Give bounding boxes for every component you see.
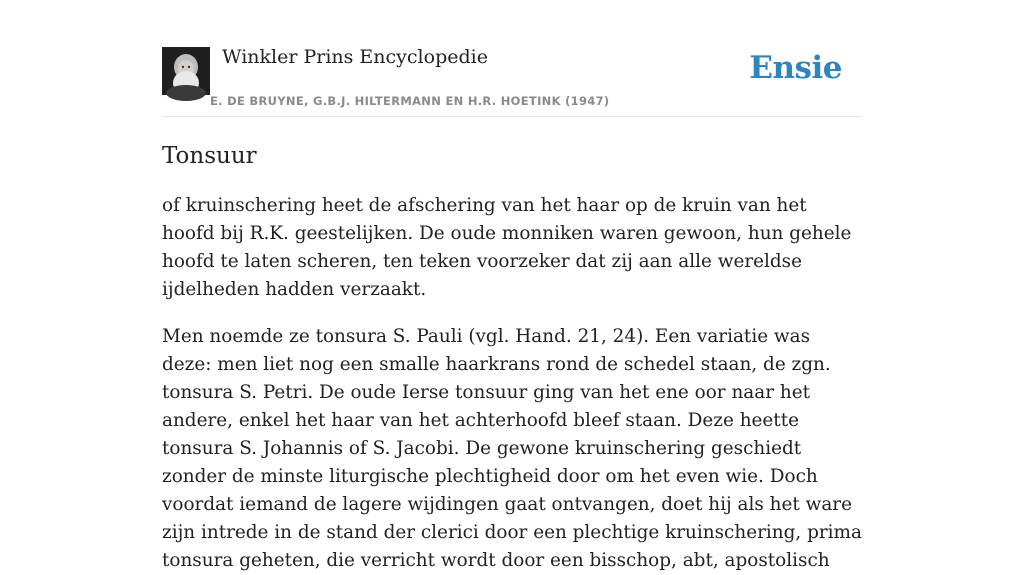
- source-title[interactable]: Winkler Prins Encyclopedie: [222, 46, 488, 68]
- authors-line: E. DE BRUYNE, G.B.J. HILTERMANN EN H.R. HOETINK (1947): [210, 94, 610, 108]
- portrait-avatar-icon: [162, 47, 210, 95]
- brand-logo-link[interactable]: Ensie: [749, 50, 842, 86]
- article-paragraph: of kruinschering heet de afschering van het haar op de kruin van het hoofd bij R.K. geestelijken. De oude monniken waren gewoon, hun gehele hoofd te laten scheren, ten teken voorzeker dat zij aan alle wereldse ijdelheden hadden verzaakt.: [162, 195, 852, 300]
- page-container: [162, 0, 862, 575]
- article-title: Tonsuur: [162, 143, 257, 169]
- article-paragraph: Men noemde ze tonsura S. Pauli (vgl. Hand. 21, 24). Een variatie was deze: men liet nog een smalle haarkrans rond de schedel staan, de zgn. tonsura S. Petri. De oude Ierse tonsuur ging van het ene oor naar het andere, enkel het haar van het achterhoofd bleef staan. Deze heette tonsura S. Johannis of S. Jacobi. De gewone kruinschering geschiedt zonder de minste liturgische plechtigheid door om het even wie. Doch voordat iemand de lagere wijdingen gaat ontvangen, doet hij als het ware zijn intrede in de stand der clerici door een plechtige kruinschering, prima tonsura geheten, die verricht wordt door een bisschop, abt, apostolisch: [162, 326, 862, 571]
- source-header: [162, 0, 862, 117]
